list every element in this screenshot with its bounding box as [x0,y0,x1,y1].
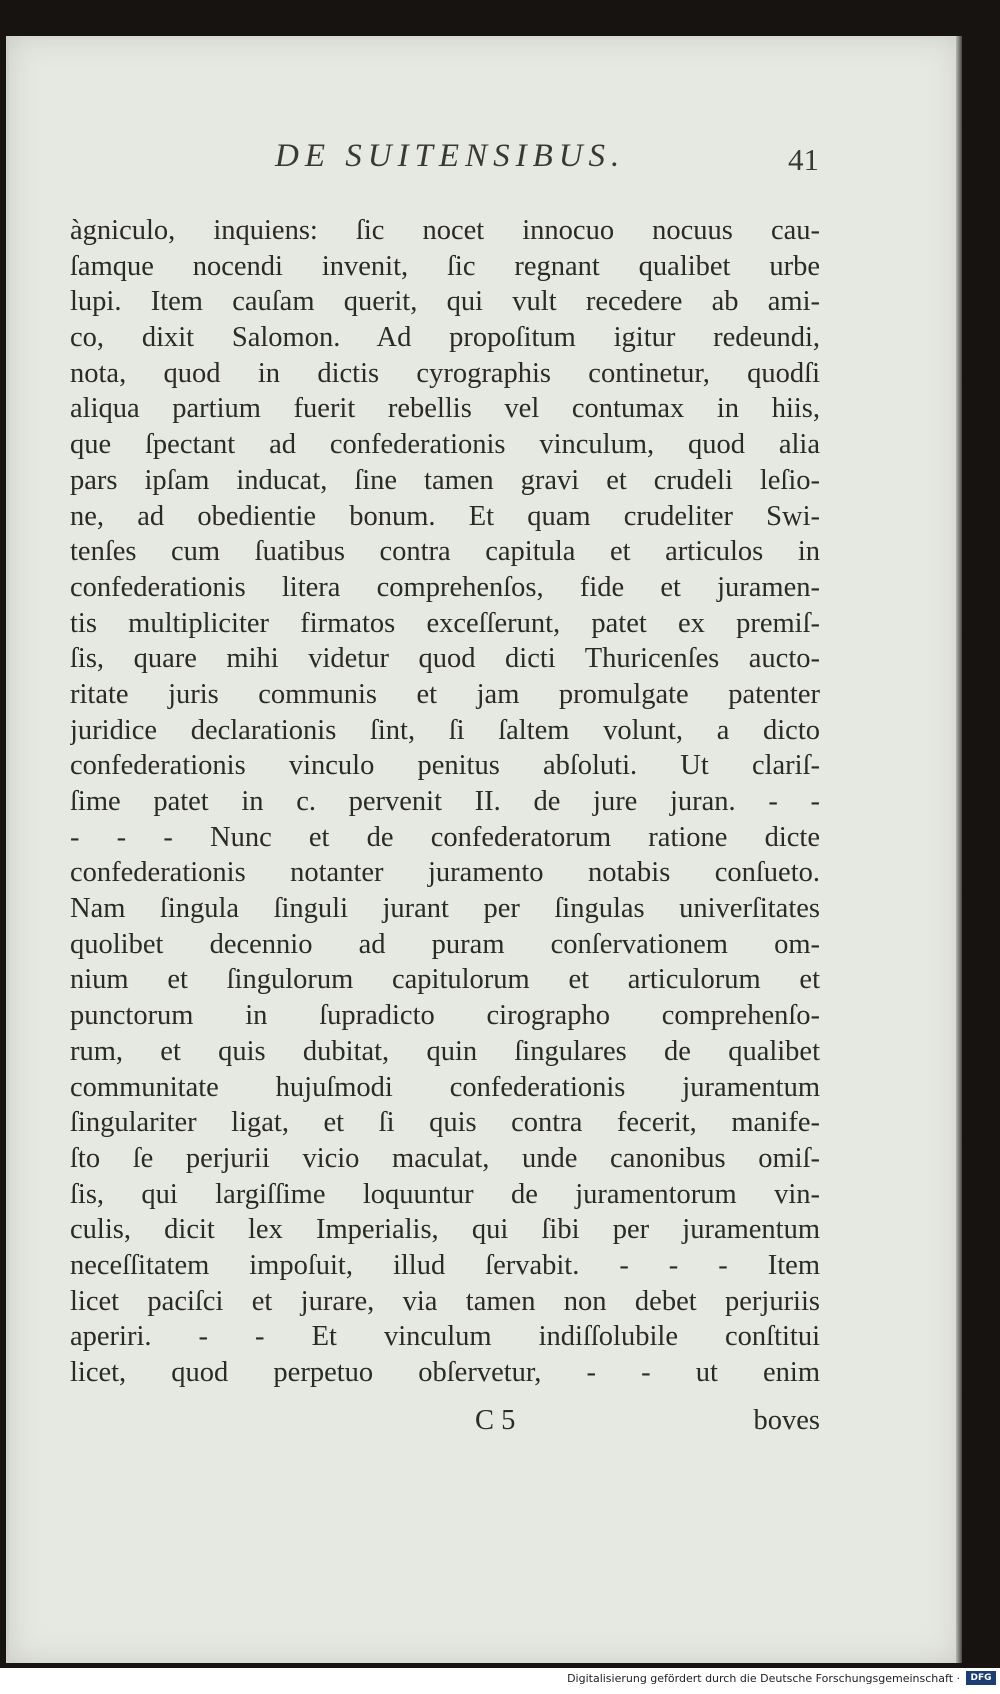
text-line: ſis, quare mihi videtur quod dicti Thuricenſes aucto- [70,643,820,675]
text-line: pars ipſam inducat, ſine tamen gravi et crudeli leſio- [70,464,820,496]
text-line: ſis, qui largiſſime loquuntur de juramentorum vin- [70,1178,820,1210]
signature-mark: C 5 [475,1405,516,1436]
text-line: ſamque nocendi invenit, ſic regnant qualibet urbe [70,250,820,282]
text-line: - - - Nunc et de confederatorum ratione dicte [70,821,820,853]
text-line: tis multipliciter firmatos exceſſerunt, patet ex premiſ- [70,607,820,639]
body-text [70,213,820,1391]
text-line: licet paciſci et jurare, via tamen non debet perjuriis [70,1285,820,1317]
text-line: juridice declarationis ſint, ſi ſaltem volunt, a dicto [70,714,820,746]
text-line: ſime patet in c. pervenit II. de jure juran. - - [70,786,820,817]
page-edge [956,36,962,1663]
text-line: licet, quod perpetuo obſervetur, - - ut enim [70,1357,820,1388]
text-line: confederationis litera comprehenſos, fide et juramen- [70,571,820,603]
text-line: punctorum in ſupradicto cirographo comprehenſo- [70,1000,820,1032]
text-line: culis, dicit lex Imperialis, qui ſibi per juramentum [70,1214,820,1246]
text-line: nium et ſingulorum capitulorum et articulorum et [70,964,820,996]
text-line: Nam ſingula ſinguli jurant per ſingulas univerſitates [70,893,820,925]
text-line: rum, et quis dubitat, quin ſingulares de qualibet [70,1035,820,1067]
text-line: tenſes cum ſuatibus contra capitula et articulos in [70,536,820,568]
text-line: quolibet decennio ad puram conſervationem om- [70,928,820,960]
dfg-logo: DFG [966,1671,996,1685]
text-line: neceſſitatem impoſuit, illud ſervabit. - - - Item [70,1249,820,1281]
page-number: 41 [788,142,819,177]
text-line: lupi. Item cauſam querit, qui vult recedere ab ami- [70,286,820,318]
text-line: co, dixit Salomon. Ad propoſitum igitur redeundi, [70,322,820,354]
text-line: ne, ad obedientie bonum. Et quam crudeliter Swi- [70,500,820,532]
text-line: àgniculo, inquiens: ſic nocet innocuo nocuus cau- [70,215,820,246]
funding-note: Digitalisierung gefördert durch die Deutsche Forschungsgemeinschaft · [567,1672,960,1685]
catchword: boves [753,1405,820,1436]
text-line: confederationis vinculo penitus abſoluti. Ut clariſ- [70,750,820,782]
text-line: communitate hujuſmodi confederationis juramentum [70,1071,820,1103]
text-line: ſingulariter ligat, et ſi quis contra fecerit, manife- [70,1107,820,1139]
funding-bar [0,1668,1000,1694]
text-line: aperiri. - - Et vinculum indiſſolubile conſtitui [70,1321,820,1353]
text-line: confederationis notanter juramento notabis conſueto. [70,857,820,889]
running-title: DE SUITENSIBUS. [275,138,626,174]
text-line: ſto ſe perjurii vicio maculat, unde canonibus omiſ- [70,1142,820,1174]
text-line: ritate juris communis et jam promulgate patenter [70,678,820,710]
text-line: aliqua partium fuerit rebellis vel contumax in hiis, [70,393,820,425]
page-footer [70,1405,820,1445]
text-line: nota, quod in dictis cyrographis continetur, quodſi [70,357,820,389]
text-line: que ſpectant ad confederationis vinculum, quod alia [70,429,820,461]
